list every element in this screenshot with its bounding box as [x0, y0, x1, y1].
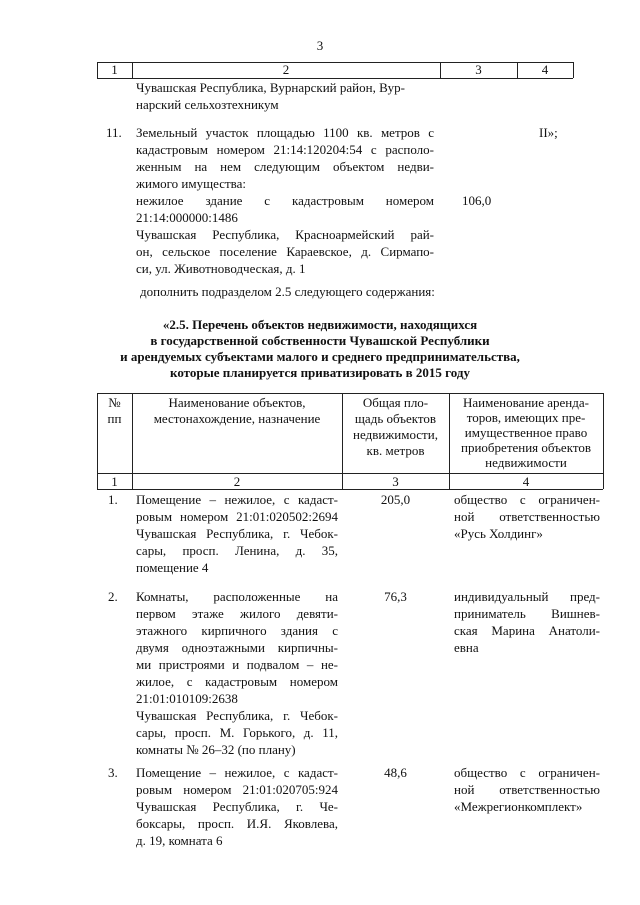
- row-area: 205,0: [380, 492, 411, 507]
- header-name: Наименование объектов, местонахождение, назначение: [153, 395, 321, 426]
- row-tenant: общество с ограничен- ной ответственностью «Русь Холдинг»: [454, 492, 600, 541]
- row-tenant: общество с ограничен- ной ответственностью «Межрегионкомплект»: [454, 765, 600, 814]
- row-number: 2.: [108, 589, 118, 604]
- top-col-num-1: 1: [111, 62, 118, 77]
- row-number: 1.: [108, 492, 118, 507]
- col-number-2: 2: [233, 474, 241, 489]
- row-name: Комнаты, расположенные на первом этаже жилого девяти- этажного кирпичного здания с двумя одноэтажными кирпичны- ми пристроями и подвалом – не- жилое, с кадастровым номером 21:01:010109:2638 Чувашская Республика, г. Чебок- сары, просп. М. Горького, д. 11, комнаты № 26–32 (по плану): [136, 589, 338, 757]
- section-title: «2.5. Перечень объектов недвижимости, находящихся в государственной собственности Чувашской Республики и арендуемых субъектами малого и среднего предпринимательства, которые планируется приватизировать в 2015 году: [120, 317, 520, 380]
- row11-description: Земельный участок площадью 1100 кв. метров с кадастровым номером 21:14:120204:54 с располо- женным на нем следующим объектом недви- жимого имущества: нежилое здание с кадастровым номером 21:14:000000:1486 Чувашская Республика, Красноармейский рай- он, сельское поселение Караевское, д. Сирмапо- си, ул. Животноводческая, д. 1: [136, 125, 434, 276]
- paragraph-text: дополнить подразделом 2.5 следующего содержания:: [140, 284, 435, 299]
- row-name: Помещение – нежилое, с кадаст- ровым номером 21:01:020502:2694 Чувашская Республика, г. Чебок- сары, просп. Ленина, д. 35, помещение 4: [136, 492, 338, 575]
- top-col-num-2: 2: [282, 62, 290, 77]
- header-num: № пп: [107, 395, 122, 426]
- row11-col4: II»;: [539, 125, 558, 140]
- row-tenant: индивидуальный пред- приниматель Вишнев- ская Марина Анатоли- евна: [454, 589, 600, 655]
- row-number: 3.: [108, 765, 118, 780]
- col-number-1: 1: [111, 474, 118, 489]
- page-number: 3: [316, 38, 324, 53]
- top-continuation-text: Чувашская Республика, Вурнарский район, Вур- нарский сельхозтехникум: [136, 80, 405, 112]
- row-area: 48,6: [384, 765, 407, 780]
- header-area: Общая пло- щадь объектов недвижимости, кв. метров: [353, 395, 438, 458]
- top-col-num-4: 4: [541, 62, 549, 77]
- row11-area: 106,0: [462, 193, 492, 208]
- row-name: Помещение – нежилое, с кадаст- ровым номером 21:01:020705:924 Чувашская Республика, г. Че- боксары, просп. И.Я. Яковлева, д. 19, комната 6: [136, 765, 338, 848]
- header-tenant: Наименование аренда- торов, имеющих пре- имущественное право приобретения объектов недвижимости: [461, 395, 591, 470]
- top-col-num-3: 3: [475, 62, 482, 77]
- row11-number: 11.: [106, 125, 122, 140]
- col-number-3: 3: [392, 474, 399, 489]
- col-number-4: 4: [522, 474, 530, 489]
- row-area: 76,3: [384, 589, 407, 604]
